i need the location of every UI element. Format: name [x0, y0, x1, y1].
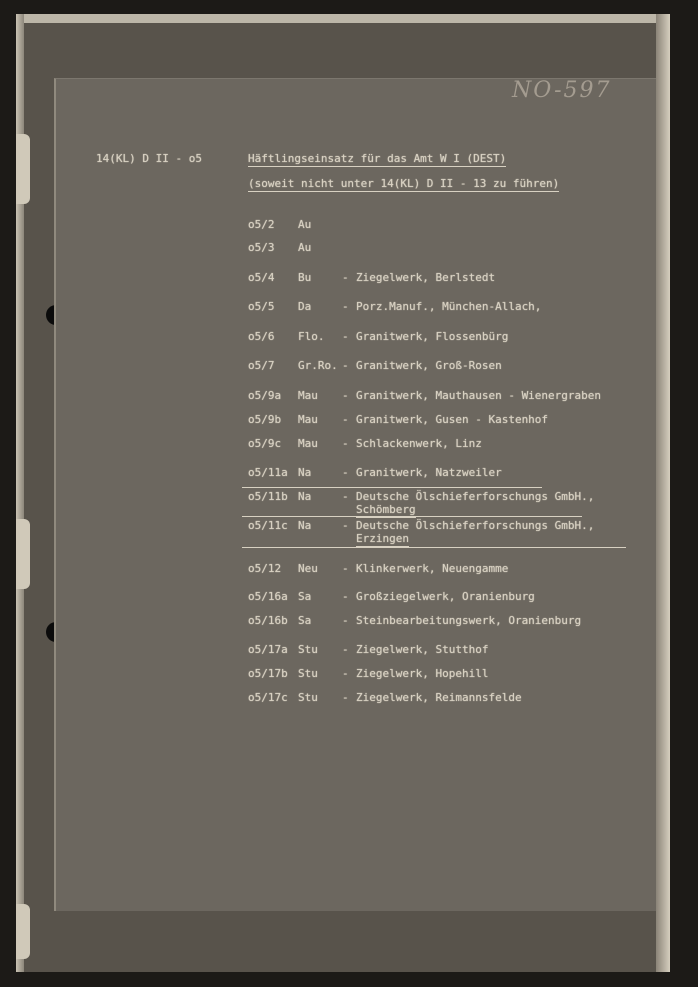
entry-dash: - — [342, 437, 349, 450]
entry-camp: Stu — [298, 667, 318, 680]
entry-camp: Sa — [298, 590, 312, 603]
entry-code: o5/9b — [248, 413, 282, 426]
entry-camp: Gr.Ro. — [298, 359, 338, 372]
entry-camp: Da — [298, 300, 312, 313]
entry-code: o5/9a — [248, 389, 282, 402]
document-title: Häftlingseinsatz für das Amt W I (DEST) — [248, 152, 507, 165]
entry-camp: Na — [298, 519, 312, 532]
entry-code: o5/17b — [248, 667, 288, 680]
entry-description: Granitwerk, Mauthausen - Wienergraben — [356, 389, 602, 402]
entry-code: o5/5 — [248, 300, 275, 313]
entry-code: o5/11c — [248, 519, 288, 532]
sheet-right-edge — [656, 14, 670, 972]
entry-dash: - — [342, 691, 349, 704]
entry-description: Granitwerk, Natzweiler — [356, 466, 502, 479]
entry-description: Granitwerk, Groß-Rosen — [356, 359, 502, 372]
entry-description: Ziegelwerk, Reimannsfelde — [356, 691, 522, 704]
entry-dash: - — [342, 667, 349, 680]
separator-rule — [242, 547, 626, 548]
entry-dash: - — [342, 300, 349, 313]
entry-code: o5/12 — [248, 562, 282, 575]
entry-dash: - — [342, 389, 349, 402]
separator-rule — [242, 516, 582, 517]
binder-tab — [16, 519, 30, 589]
entry-description: Porz.Manuf., München-Allach, — [356, 300, 542, 313]
entry-code: o5/17c — [248, 691, 288, 704]
entry-dash: - — [342, 359, 349, 372]
entry-description: Großziegelwerk, Oranienburg — [356, 590, 535, 603]
entry-camp: Stu — [298, 643, 318, 656]
entry-camp: Stu — [298, 691, 318, 704]
entry-description: Deutsche Ölschieferforschungs GmbH., — [356, 490, 595, 503]
entry-camp: Au — [298, 241, 312, 254]
entry-dash: - — [342, 490, 349, 503]
file-reference: 14(KL) D II - o5 — [96, 152, 202, 165]
entry-camp: Mau — [298, 389, 318, 402]
entry-description-continued: Erzingen — [356, 532, 409, 545]
document-stamp-number: NO-597 — [512, 78, 612, 103]
entry-dash: - — [342, 643, 349, 656]
entry-camp: Sa — [298, 614, 312, 627]
document-subtitle: (soweit nicht unter 14(KL) D II - 13 zu führen) — [248, 177, 560, 190]
entry-dash: - — [342, 466, 349, 479]
entry-code: o5/16b — [248, 614, 288, 627]
entry-camp: Au — [298, 218, 312, 231]
entry-dash: - — [342, 562, 349, 575]
separator-rule — [242, 487, 542, 488]
entry-description: Ziegelwerk, Berlstedt — [356, 271, 496, 284]
entry-dash: - — [342, 614, 349, 627]
entry-camp: Mau — [298, 413, 318, 426]
entry-code: o5/11a — [248, 466, 288, 479]
entry-camp: Na — [298, 466, 312, 479]
entry-code: o5/3 — [248, 241, 275, 254]
entry-code: o5/11b — [248, 490, 288, 503]
entry-dash: - — [342, 413, 349, 426]
entry-description-continued: Schömberg — [356, 503, 416, 516]
entry-code: o5/16a — [248, 590, 288, 603]
entry-dash: - — [342, 330, 349, 343]
entry-code: o5/9c — [248, 437, 282, 450]
entry-camp: Na — [298, 490, 312, 503]
entry-description: Deutsche Ölschieferforschungs GmbH., — [356, 519, 595, 532]
entry-description: Granitwerk, Gusen - Kastenhof — [356, 413, 549, 426]
entry-camp: Neu — [298, 562, 318, 575]
entry-dash: - — [342, 519, 349, 532]
entry-description: Ziegelwerk, Hopehill — [356, 667, 489, 680]
entry-dash: - — [342, 271, 349, 284]
entry-description: Steinbearbeitungswerk, Oranienburg — [356, 614, 582, 627]
entry-description: Granitwerk, Flossenbürg — [356, 330, 509, 343]
entry-description: Ziegelwerk, Stutthof — [356, 643, 489, 656]
entry-code: o5/17a — [248, 643, 288, 656]
binder-tab — [16, 134, 30, 204]
entry-code: o5/4 — [248, 271, 275, 284]
sheet-top-edge — [16, 14, 670, 23]
entry-camp: Flo. — [298, 330, 325, 343]
entry-dash: - — [342, 590, 349, 603]
entry-code: o5/2 — [248, 218, 275, 231]
entry-code: o5/7 — [248, 359, 275, 372]
entry-description: Klinkerwerk, Neuengamme — [356, 562, 509, 575]
entry-camp: Mau — [298, 437, 318, 450]
entry-code: o5/6 — [248, 330, 275, 343]
entry-camp: Bu — [298, 271, 312, 284]
entry-description: Schlackenwerk, Linz — [356, 437, 482, 450]
binder-tab — [16, 904, 30, 959]
